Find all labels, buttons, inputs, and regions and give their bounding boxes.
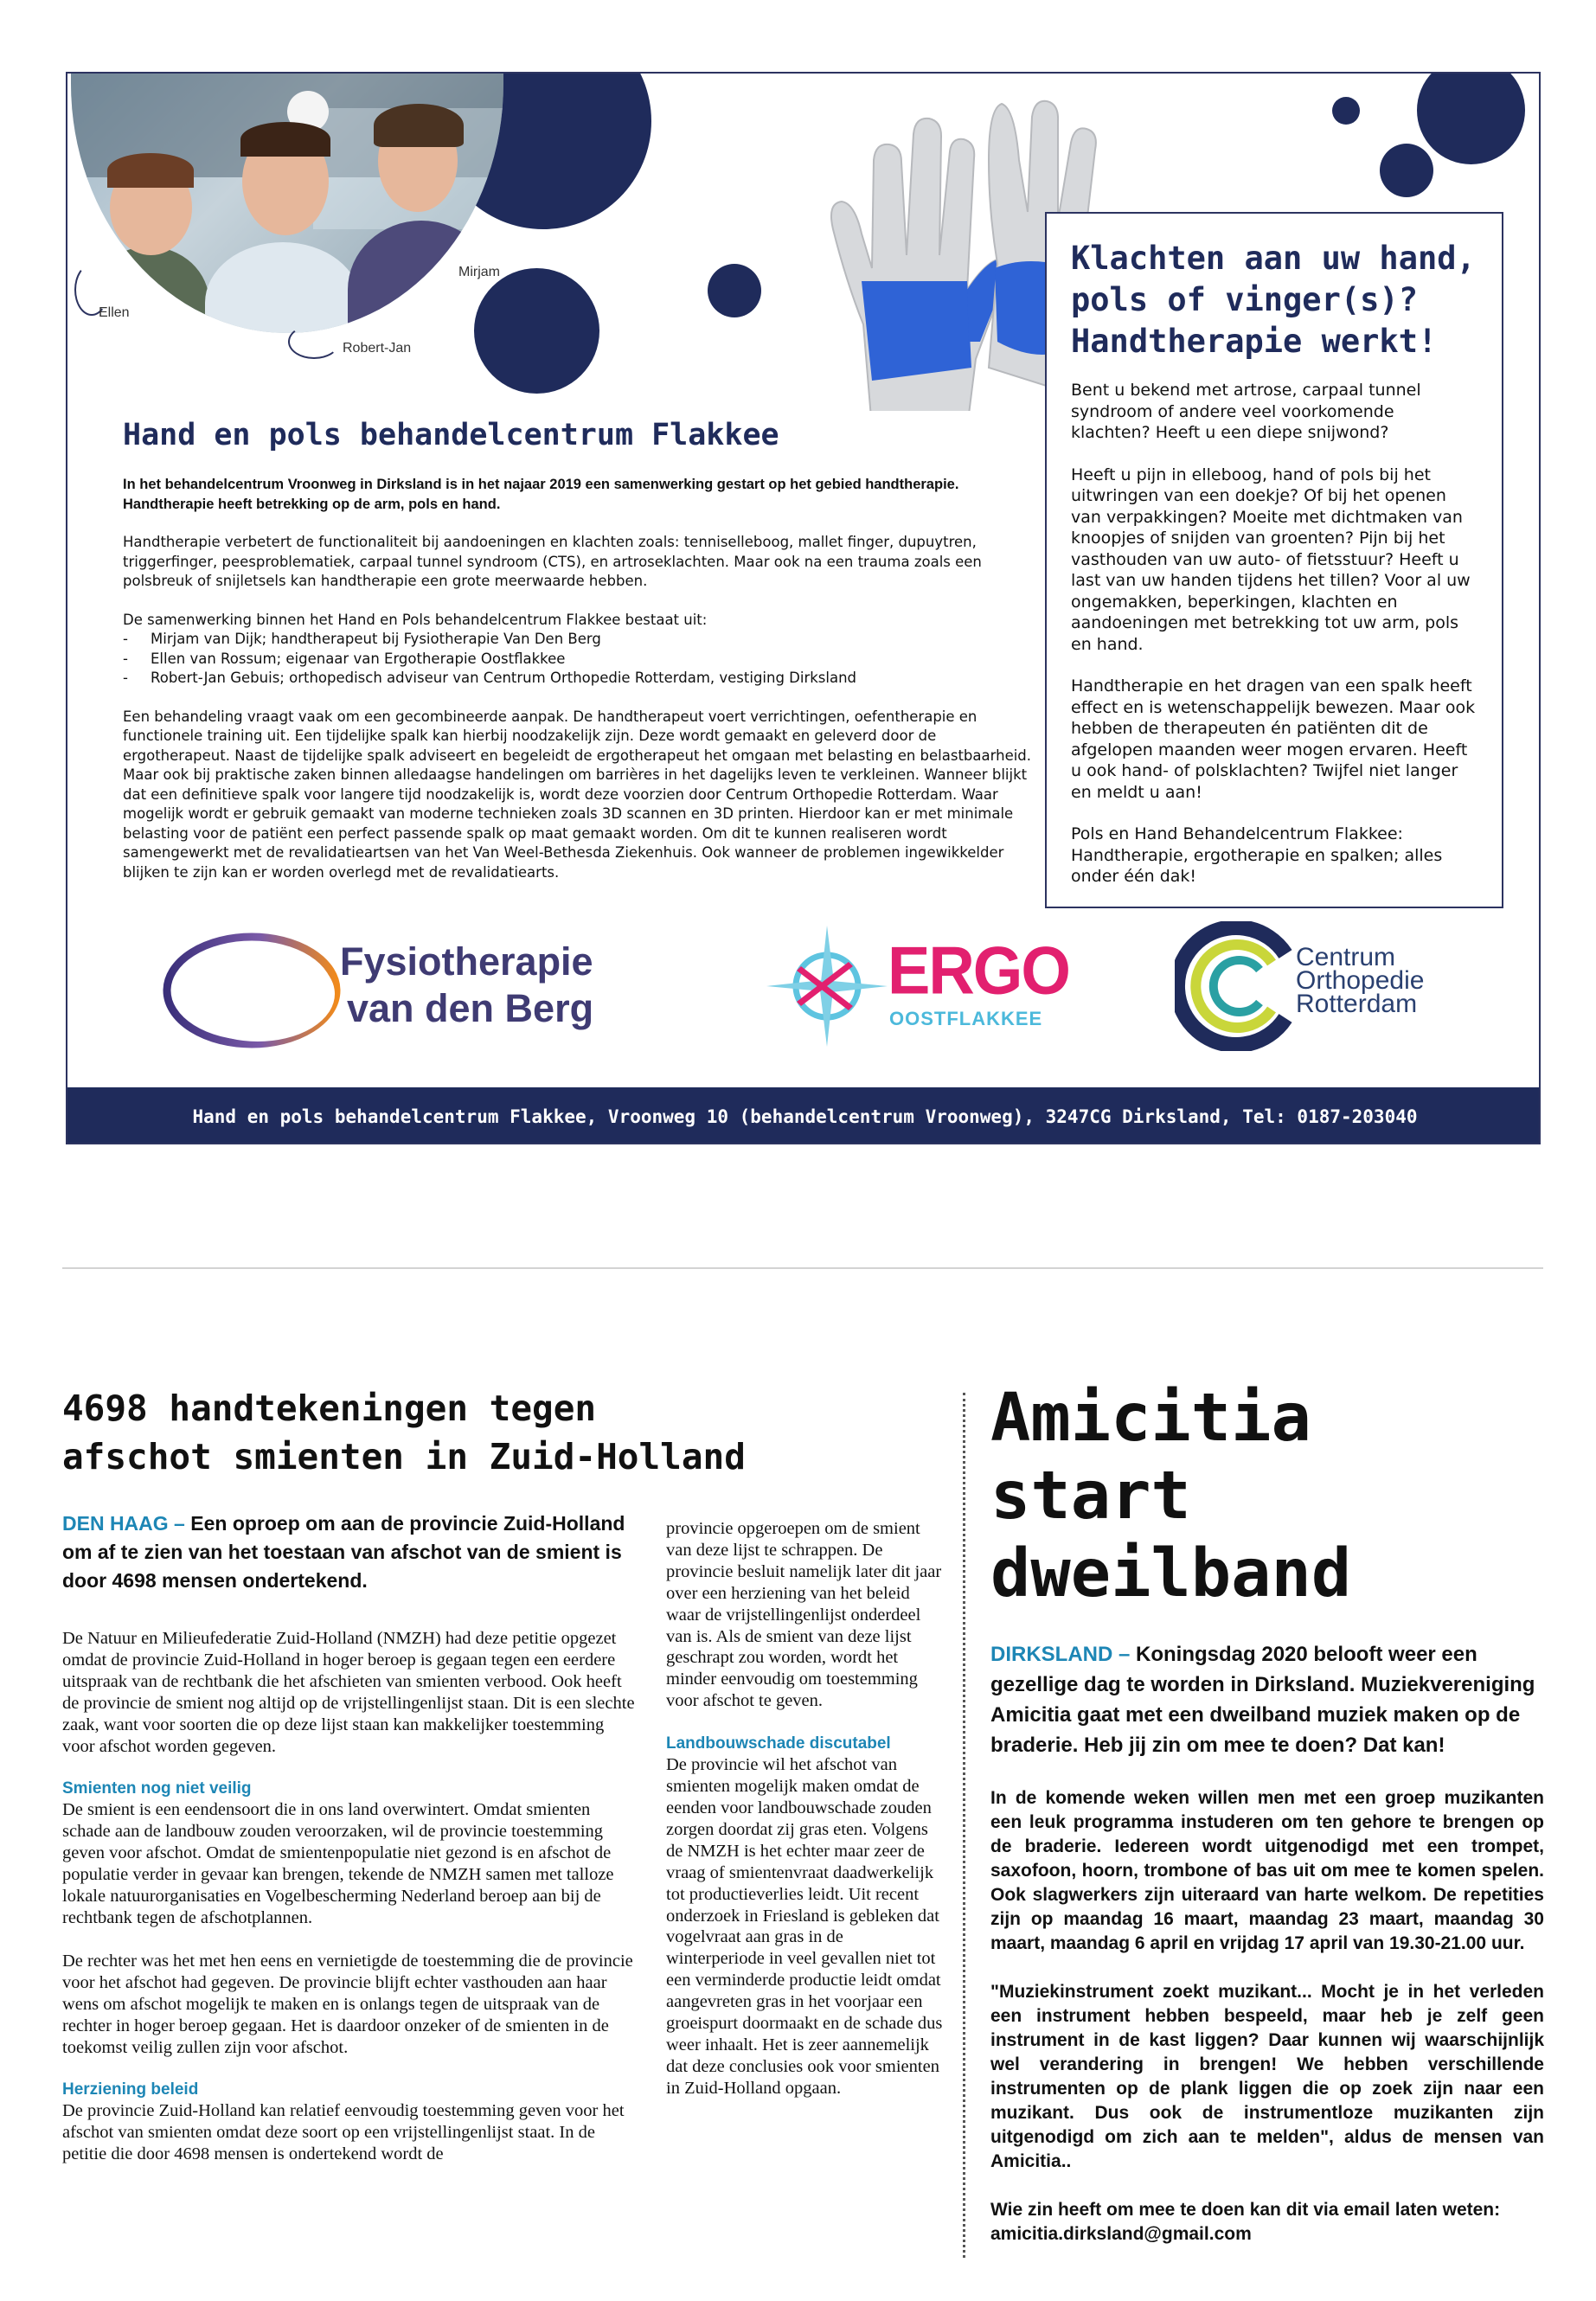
article-lead: [990, 1639, 1544, 1760]
left-hand-icon: [831, 119, 1008, 411]
article-title-line: dweilband: [990, 1535, 1352, 1612]
ad-main-text: [123, 418, 1040, 901]
article-title-line: afschot smienten in Zuid-Holland: [62, 1436, 746, 1477]
article-paragraph: "Muziekinstrument zoekt muzikant... Mocht je in het verleden een instrument hebben bespeeld, maar heb je zelf geen instrument in de kast liggen? Daar kunnen wij waarschijnlijk wel verandering in brengen! We hebben verschillende instrumenten op de plank liggen die op zoek zijn naar een muzikant. Dus ook de instrumentloze muzikanten zijn uitgenodigd om zich aan te melden", aldus de mensen van Amicitia..: [990, 1982, 1544, 2171]
ergo-compass-icon: [766, 921, 888, 1051]
decor-circle-topright-small: [1332, 97, 1360, 125]
list-item: - Mirjam van Dijk; handtherapeut bij Fysiotherapie Van Den Berg: [123, 630, 1040, 650]
article-paragraph: provincie opgeroepen om de smient van deze lijst te schrappen. De provincie besluit namelijk later dit jaar over een herziening van het beleid waar de vrijstellingenlijst onderdeel van is. Als de smient van deze lijst geschrapt zou worden, wordt het minder eenvoudig om toestemming voor afschot te geven.: [666, 1519, 942, 1711]
ad-team-list: [123, 630, 1040, 689]
article-amicitia: [990, 1380, 1544, 2271]
article-paragraph: De smient is een eendensoort die in ons land overwintert. Omdat smienten schade aan de landbouw zouden veroorzaken, wil de provincie toestemming geven voor afschot. Omdat de smientenpopulatie niet gezond is en afschot de populatie verder in gevaar kan brengen, tekende de NMZH samen met talloze lokale natuurorganisaties en Vogelbescherming Nederland beroep aan bij de rechtbank tegen de afschotplannen.: [62, 1800, 614, 1927]
sidebar-paragraph: Pols en Hand Behandelcentrum Flakkee: Handtherapie, ergotherapie en spalken; alles onder één dak!: [1071, 824, 1443, 886]
list-item: - Ellen van Rossum; eigenaar van Ergotherapie Oostflakkee: [123, 650, 1040, 670]
lead-text: Een oproep om aan de provincie Zuid-Holland om af te zien van het toestaan van afschot van de smient is door 4698 mensen ondertekend.: [62, 1512, 625, 1592]
decor-circle-right-mid: [1380, 144, 1433, 197]
ad-paragraph: Een behandeling vraagt vaak om een gecombineerde aanpak. De handtherapeut voert verrichtingen, oefentherapie en functionele training uit. Een tijdelijke spalk kan hierbij noodzakelijk zijn. Deze wordt gemaakt en geleverd door de ergotherapeut. Naast de tijdelijke spalk adviseert en begeleidt de ergotherapeut het omgaan met belasting en belastbaarheid. Maar ook bij praktische zaken binnen alledaagse handelingen om barrières in het dagelijks leven te verkleinen. Wanneer blijkt dat een definitieve spalk voor langere tijd noodzakelijk is, wordt deze voorzien door Centrum Orthopedie Rotterdam. Waar mogelijk wordt er gebruik gemaakt van moderne technieken zoals 3D scannen en 3D printen. Hierdoor kan er met minimale belasting voor de patiënt een perfect passende spalk op maat gemaakt worden. Om dit te kunnen realiseren wordt samengewerkt met de revalidatieartsen van het Van Weel-Bethesda Ziekenhuis. Ook wanneer de problemen ingewikkelder blijken te zijn kan er worden overlegd met de revalidatiearts.: [123, 708, 1032, 881]
article-subheading: Smienten nog niet veilig: [62, 1779, 252, 1798]
cor-logo-icon: [1175, 921, 1304, 1051]
fysio-logo-line: van den Berg: [347, 986, 594, 1030]
ad-lead: In het behandelcentrum Vroonweg in Dirksland is in het najaar 2019 een samenwerking gestart op het gebied handtherapie. Handtherapie heeft betrekking op de arm, pols en hand.: [123, 477, 959, 512]
article-column-left: [62, 1628, 638, 2187]
article-smienten: [62, 1384, 945, 2164]
decor-circle-small: [708, 264, 761, 317]
article-paragraph: De Natuur en Milieufederatie Zuid-Holland (NMZH) had deze petitie opgezet omdat de provincie Zuid-Holland in hoger beroep is gegaan tegen een eerdere uitspraak van de rechtbank die het afschieten van smienten verbood. Ook heeft de provincie de smient nog altijd op de vrijstellingenlijst staan. Dit is een slechte zaak, want voor soorten die op deze lijst staan kan makkelijker toestemming voor afschot worden gegeven.: [62, 1629, 635, 1756]
sidebar-paragraph: Handtherapie en het dragen van een spalk heeft effect en is wetenschappelijk bewezen. Maar ook hebben de therapeuten én patiënten dit de afgelopen maanden weer mogen ervaren. Heeft u ook hand- of polsklachten? Twijfel niet langer en meldt u aan!: [1071, 676, 1476, 802]
section-divider: [62, 1267, 1543, 1269]
ad-paragraph: De samenwerking binnen het Hand en Pols behandelcentrum Flakkee bestaat uit:: [123, 611, 708, 628]
article-title: [62, 1384, 945, 1481]
article-paragraph: Wie zin heeft om mee te doen kan dit via email laten weten: amicitia.dirksland@gmail.com: [990, 2200, 1501, 2244]
fysiotherapie-logo-icon: [161, 930, 343, 1051]
article-title: [990, 1380, 1544, 1613]
lead-text: Koningsdag 2020 belooft weer een gezellige dag te worden in Dirksland. Muziekvereniging Amicitia gaat met een dweilband muziek maken op de braderie. Heb jij zin om mee te doen? Dat kan!: [990, 1643, 1535, 1757]
article-title-line: 4698 handtekeningen tegen: [62, 1388, 597, 1429]
name-mirjam: Mirjam: [458, 265, 500, 279]
name-robert-jan: Robert-Jan: [343, 341, 412, 356]
ergo-logo-sub: OOSTFLAKKEE: [889, 1008, 1043, 1029]
sidebar-title-line: Klachten aan uw hand,: [1071, 240, 1476, 277]
fysio-logo-text: [340, 939, 593, 1032]
article-lead: [62, 1509, 638, 1595]
ad-paragraph: Handtherapie verbetert de functionaliteit bij aandoeningen en klachten zoals: tenniselleboog, mallet finger, dupuytren, triggerfinger, peesproblematiek, carpaal tunnel syndroom (CTS), en artroseklachten. Maar ook na een trauma zoals een polsbreuk of snijletsels kan handtherapie een grote meerwaarde hebben.: [123, 534, 982, 589]
sidebar-title: [1071, 238, 1477, 362]
fysio-logo-line: Fysiotherapie: [340, 939, 593, 984]
list-item: - Robert-Jan Gebuis; orthopedisch adviseur van Centrum Orthopedie Rotterdam, vestiging Dirksland: [123, 669, 1040, 689]
ergo-logo-main: ERGO: [888, 932, 1069, 1009]
cor-logo-line: Rotterdam: [1296, 990, 1418, 1018]
article-paragraph: De rechter was het met hen eens en vernietigde de toestemming die de provincie voor het afschot had gegeven. De provincie blijft echter vasthouden aan haar wens om afschot mogelijk te maken en is onlangs tegen de uitspraak van de rechter in hoger beroep gegaan. Het is daardoor onzeker of de smienten in de toekomst veilig zullen zijn voor afschot.: [62, 1951, 633, 2057]
cor-logo-text: [1296, 945, 1424, 1016]
article-subheading: Herziening beleid: [62, 2080, 199, 2099]
sidebar-box: [1045, 212, 1503, 908]
article-title-line: Amicitia start: [990, 1380, 1311, 1535]
sidebar-title-line: Handtherapie werkt!: [1071, 323, 1438, 360]
partner-logos: [67, 921, 1541, 1060]
article-column-right: [666, 1518, 945, 2121]
name-pointer-robert-jan: [288, 324, 340, 359]
article-body: [990, 1786, 1544, 2247]
dateline: DEN HAAG –: [62, 1512, 185, 1535]
article-paragraph: De provincie wil het afschot van smienten mogelijk maken omdat de eenden voor landbouwschade zouden zorgen doordat zij gras eten. Volgens de NMZH is het echter maar zeer de vraag of smientenvraat daadwerkelijk tot productieverlies leidt. Uit recent onderzoek in Friesland is gebleken dat vogelvraat aan gras in de winterperiode in veel gevallen niet tot een verminderde productie leidt omdat aangevreten gras in het voorjaar een groeispurt doormaakt en de schade dus weer inhaalt. Het is zeer aannemelijk dat deze conclusies ook voor smienten in Zuid-Holland opgaan.: [666, 1755, 943, 2098]
column-divider: [963, 1393, 965, 2258]
ad-title: Hand en pols behandelcentrum Flakkee: [123, 418, 779, 452]
sidebar-paragraph: Heeft u pijn in elleboog, hand of pols bij het uitwringen van een doekje? Of bij het openen van verpakkingen? Moeite met dichtmaken van knoopjes of snijden van groenten? Pijn bij het vasthouden van uw auto- of fietsstuur? Heeft u last van uw handen tijdens het tillen? Voor al uw ongemakken, beperkingen, klachten en aandoeningen met betrekking tot uw arm, pols en hand.: [1071, 465, 1471, 654]
article-subheading: Landbouwschade discutabel: [666, 1734, 891, 1753]
sidebar-title-line: pols of vinger(s)?: [1071, 281, 1418, 318]
decor-circle-topright-large: [1417, 72, 1525, 164]
article-paragraph: In de komende weken willen men met een groep muzikanten een leuk programma instuderen om ten gehore te brengen op de braderie. Iedereen wordt uitgenodigd met een trompet, saxofoon, hoorn, trombone of bas uit om mee te komen spelen. Ook slagwerkers zijn uiteraard van harte welkom. De repetities zijn op maandag 16 maart, maandag 23 maart, maandag 30 maart, maandag 6 april en vrijdag 17 april van 19.30-21.00 uur.: [990, 1788, 1544, 1953]
team-photo: [71, 74, 503, 333]
article-paragraph: De provincie Zuid-Holland kan relatief eenvoudig toestemming geven voor het afschot van smienten omdat deze soort op een vrijstellingenlijst staat. In de petitie die door 4698 mensen is ondertekend wordt de: [62, 2101, 625, 2164]
advertisement-box: [66, 72, 1541, 1144]
ad-footer-bar: Hand en pols behandelcentrum Flakkee, Vroonweg 10 (behandelcentrum Vroonweg), 3247CG Dirksland, Tel: 0187-203040: [67, 1087, 1541, 1144]
dateline: DIRKSLAND –: [990, 1643, 1131, 1666]
cor-logo-line: Orthopedie: [1296, 966, 1425, 995]
name-ellen: Ellen: [99, 305, 130, 320]
cor-logo-line: Centrum: [1296, 943, 1396, 971]
sidebar-paragraph: Bent u bekend met artrose, carpaal tunnel syndroom of andere veel voorkomende klachten? Heeft u een diepe snijwond?: [1071, 381, 1421, 442]
